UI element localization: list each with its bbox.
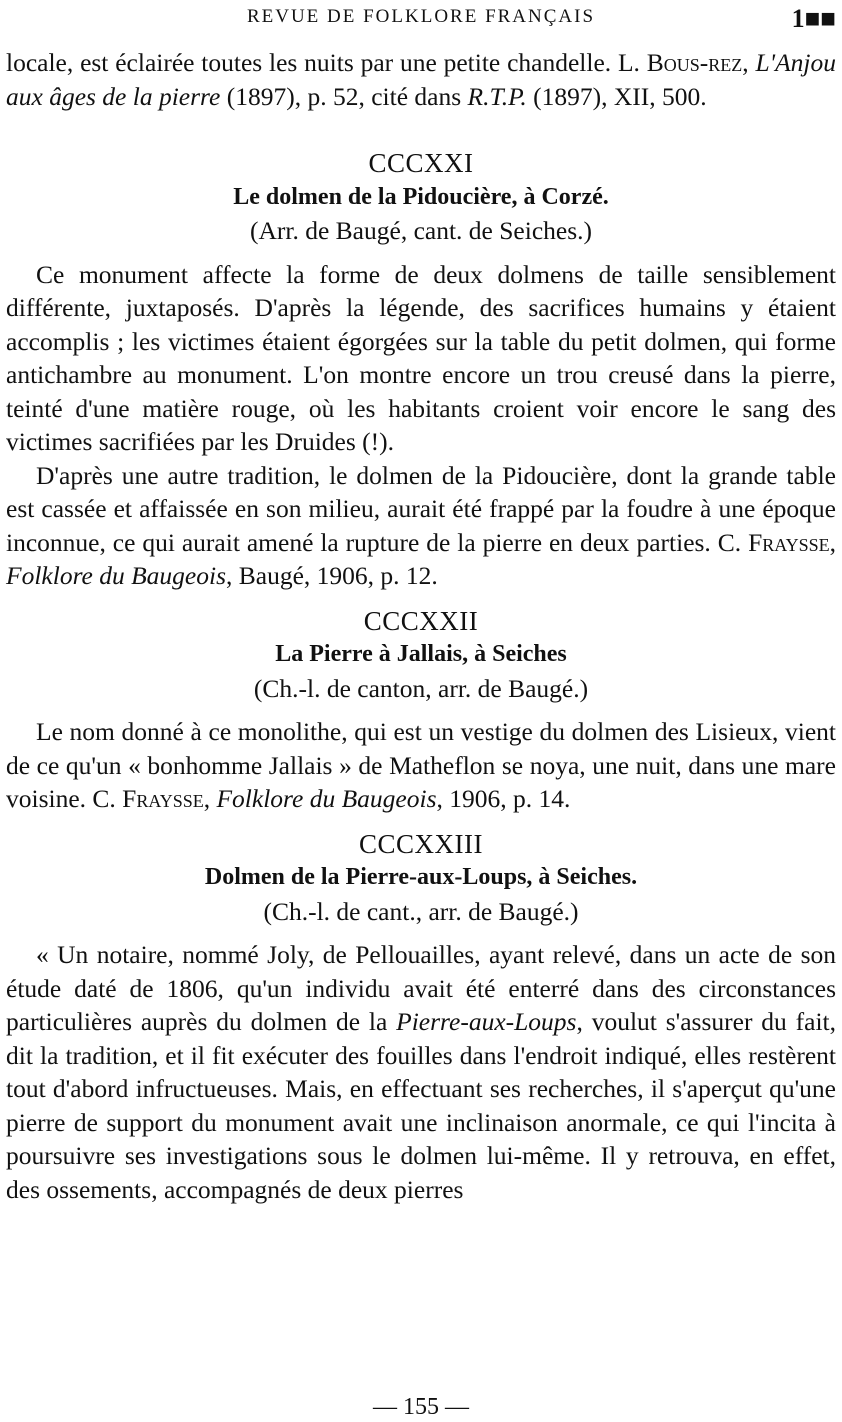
section-title: Dolmen de la Pierre-aux-Loups, à Seiches.	[204, 864, 638, 890]
section-cccxxii	[6, 605, 836, 816]
section-paragraph: Le nom donné à ce monolithe, qui est un vestige du dolmen des Lisieux, vient de ce qu'un « bonhomme Jallais » de Matheflon se noya, une nuit, dans une mare voisine. C. Fraysse, Folklore du Baugeois, 1906, p. 14.	[6, 717, 836, 813]
page-number-mark: 1■■	[791, 4, 836, 33]
section-number: CCCXXI	[368, 148, 474, 178]
section-subtitle: (Arr. de Baugé, cant. de Seiches.)	[250, 216, 592, 245]
section-cccxxi	[6, 147, 836, 593]
intro-paragraph: locale, est éclairée toutes les nuits par une petite chandelle. L. Bous-rez, L'Anjou aux âges de la pierre (1897), p. 52, cité dans R.T.P. (1897), XII, 500.	[6, 48, 836, 111]
running-title: REVUE DE FOLKLORE FRANÇAIS	[246, 6, 596, 27]
section-number: CCCXXII	[363, 605, 479, 636]
place-name: Pierre-aux-Loups	[396, 1007, 577, 1036]
section-title: Le dolmen de la Pidoucière, à Corzé.	[233, 183, 609, 210]
section-number: CCCXXIII	[359, 828, 483, 859]
intro-work-title: L'Anjou aux âges de la pierre	[6, 48, 836, 111]
intro-author: Bous-rez	[646, 48, 743, 77]
intro-journal: R.T.P.	[467, 81, 527, 111]
section-subtitle: (Ch.-l. de cant., arr. de Baugé.)	[263, 896, 579, 926]
section-paragraph: D'après une autre tradition, le dolmen de la Pidoucière, dont la grande table est cassée et affaissée en son milieu, aurait été frappé par la foudre à une époque inconnue, ce qui aurait amené la rupture de la pierre en deux parties. C. Fraysse, Folklore du Baugeois, Baugé, 1906, p. 12.	[6, 460, 836, 590]
page-body	[6, 46, 836, 1206]
citation-work: Folklore du Baugeois	[6, 561, 227, 590]
running-header	[0, 4, 842, 33]
section-cccxxiii	[6, 828, 836, 1207]
citation-author: Fraysse	[122, 784, 204, 813]
section-subtitle: (Ch.-l. de canton, arr. de Baugé.)	[253, 673, 589, 703]
section-paragraph: Ce monument affecte la forme de deux dolmens de taille sensiblement différente, juxtaposés. D'après la légende, des sacrifices humains y étaient accomplis ; les victimes étaient égorgées sur la table du petit dolmen, qui forme antichambre au monument. L'on montre encore un trou creusé dans la pierre, teinté d'une matière rouge, où les habitants croient voir encore le sang des victimes sacrifiées par les Druides (!).	[6, 259, 836, 456]
section-paragraph: « Un notaire, nommé Joly, de Pellouailles, ayant relevé, dans un acte de son étude daté de 1806, qu'un individu avait été enterré dans des circonstances particulières auprès du dolmen de la Pierre-aux-Loups, voulut s'assurer du fait, dit la tradition, et il fit exécuter des fouilles dans l'endroit indiqué, elles restèrent tout d'abord infructueuses. Mais, en effectuant ses recherches, il s'aperçut qu'une pierre de support du monument avait une inclinaison anormale, ce qui l'incita à poursuivre ses investigations sous le dolmen lui-même. Il y retrouva, en effet, des ossements, accompagnés de deux pierres	[6, 940, 837, 1204]
citation-author: Fraysse	[748, 527, 830, 557]
page-footer-number: — 155 —	[373, 1394, 469, 1420]
citation-work: Folklore du Baugeois	[216, 784, 437, 813]
section-title: La Pierre à Jallais, à Seiches	[275, 641, 567, 667]
